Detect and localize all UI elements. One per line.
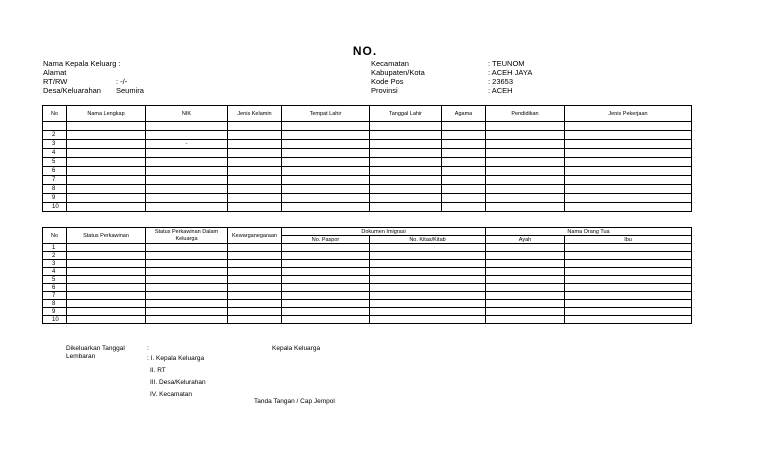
table-cell [146, 194, 228, 203]
table-cell [370, 122, 442, 131]
table-cell [282, 131, 370, 140]
table-cell [565, 122, 692, 131]
table-cell [67, 316, 146, 324]
row-number: 1 [43, 244, 67, 252]
table-row [43, 244, 692, 252]
table2-header-row-1 [43, 228, 692, 236]
table-cell [228, 131, 282, 140]
table-cell [486, 194, 565, 203]
table-cell [565, 158, 692, 167]
table-cell [67, 260, 146, 268]
table-cell [370, 131, 442, 140]
table-row [43, 203, 692, 212]
table-cell [370, 284, 486, 292]
table-cell [565, 167, 692, 176]
table-cell [486, 167, 565, 176]
table-cell [228, 252, 282, 260]
table-cell [486, 203, 565, 212]
table-cell [146, 284, 228, 292]
table-cell [565, 252, 692, 260]
table-cell [282, 268, 370, 276]
table-cell [486, 300, 565, 308]
table-cell [228, 167, 282, 176]
row-number: 5 [43, 276, 67, 284]
table-cell [67, 276, 146, 284]
table-row [43, 140, 692, 149]
kodepos-label: Kode Pos [371, 77, 404, 86]
table-row [43, 167, 692, 176]
table-cell [67, 292, 146, 300]
table-cell [67, 308, 146, 316]
table-cell [67, 185, 146, 194]
table-cell [282, 300, 370, 308]
table-cell [370, 260, 486, 268]
table-cell [282, 276, 370, 284]
table-cell [565, 140, 692, 149]
table-cell [146, 122, 228, 131]
table-row [43, 122, 692, 131]
row-number: 9 [43, 194, 67, 203]
table-row [43, 176, 692, 185]
table-cell [486, 276, 565, 284]
table-cell [228, 260, 282, 268]
table-cell [486, 268, 565, 276]
table-cell [282, 244, 370, 252]
header2-status-dalam-keluarga: Status Perkawinan Dalam Keluarga [146, 228, 228, 244]
table-cell [67, 244, 146, 252]
table-cell [370, 176, 442, 185]
table-cell [146, 308, 228, 316]
row-number: 2 [43, 131, 67, 140]
document-title: NO. [352, 44, 378, 58]
table-cell [282, 167, 370, 176]
table-row [43, 316, 692, 324]
table-cell [67, 300, 146, 308]
table-cell [282, 176, 370, 185]
table-cell [370, 149, 442, 158]
row-number: 8 [43, 185, 67, 194]
civil-status-table [42, 227, 692, 324]
table-cell [146, 260, 228, 268]
table-cell [228, 276, 282, 284]
table-row [43, 185, 692, 194]
table-cell [228, 149, 282, 158]
row-number: 3 [43, 140, 67, 149]
header-tanggal-lahir: Tanggal Lahir [370, 106, 442, 122]
table-cell [442, 185, 486, 194]
table-cell [486, 260, 565, 268]
table-cell [442, 140, 486, 149]
table-cell [67, 167, 146, 176]
table-cell [565, 131, 692, 140]
table-cell [486, 158, 565, 167]
table-cell [486, 149, 565, 158]
table-cell [282, 194, 370, 203]
row-number: 5 [43, 158, 67, 167]
kepala-keluarga-label: Kepala Keluarga [272, 345, 321, 352]
table-cell [67, 176, 146, 185]
table-cell [486, 308, 565, 316]
header-jenis-kelamin: Jenis Kelamin [228, 106, 282, 122]
header-agama: Agama [442, 106, 486, 122]
header2-no: No [43, 228, 67, 244]
table-cell [146, 131, 228, 140]
header-no: No [43, 106, 67, 122]
table-cell [486, 292, 565, 300]
table-cell [565, 260, 692, 268]
table-cell [228, 308, 282, 316]
header-pendidikan: Pendidikan [486, 106, 565, 122]
table-cell [565, 300, 692, 308]
nama-kepala-label: Nama Kepala Keluarg : [43, 59, 121, 68]
table-cell [146, 316, 228, 324]
table-cell [486, 131, 565, 140]
table1-header-row [43, 106, 692, 122]
table-cell [146, 167, 228, 176]
table-cell [486, 244, 565, 252]
table-cell [565, 176, 692, 185]
table-cell [282, 308, 370, 316]
table-cell [565, 203, 692, 212]
table-cell [370, 167, 442, 176]
table-cell [146, 176, 228, 185]
table-row [43, 158, 692, 167]
table-cell [486, 185, 565, 194]
table-cell [282, 140, 370, 149]
table-cell [146, 158, 228, 167]
table-cell [146, 185, 228, 194]
table-cell [282, 284, 370, 292]
table-cell [370, 140, 442, 149]
table-cell [442, 131, 486, 140]
table-cell [67, 140, 146, 149]
table-cell [228, 194, 282, 203]
table-cell [67, 252, 146, 260]
header2-no-paspor: No. Paspor [282, 236, 370, 244]
provinsi-value: : ACEH [488, 86, 513, 95]
row-number [43, 122, 67, 131]
header-nama-lengkap: Nama Lengkap [67, 106, 146, 122]
table-cell [67, 194, 146, 203]
table-cell [442, 167, 486, 176]
header-tempat-lahir: Tempat Lahir [282, 106, 370, 122]
table-cell [565, 268, 692, 276]
table-cell [486, 252, 565, 260]
lembaran-list [147, 353, 206, 401]
table-row [43, 149, 692, 158]
table-cell [282, 252, 370, 260]
table-cell [282, 185, 370, 194]
table-cell [565, 292, 692, 300]
row-number: 6 [43, 167, 67, 176]
family-members-table [42, 105, 692, 212]
table-cell [565, 308, 692, 316]
table-cell [67, 203, 146, 212]
table-cell [370, 194, 442, 203]
table-cell [146, 244, 228, 252]
row-number: 7 [43, 176, 67, 185]
table-cell [282, 292, 370, 300]
row-number: 10 [43, 203, 67, 212]
table-cell [146, 292, 228, 300]
right-info-block [371, 59, 532, 95]
table-cell [370, 316, 486, 324]
tanda-tangan-label: Tanda Tangan / Cap Jempol [254, 398, 335, 405]
row-number: 9 [43, 308, 67, 316]
table-cell [282, 122, 370, 131]
dikeluarkan-label: Dikeluarkan Tanggal [66, 345, 125, 352]
table-cell [282, 260, 370, 268]
table-cell [67, 122, 146, 131]
table-row [43, 276, 692, 284]
table-cell [67, 131, 146, 140]
table-cell [370, 292, 486, 300]
table-cell [442, 122, 486, 131]
row-number: 4 [43, 268, 67, 276]
table-cell [282, 316, 370, 324]
header2-status-perkawinan: Status Perkawinan [67, 228, 146, 244]
table-row [43, 308, 692, 316]
table-cell [565, 284, 692, 292]
dikeluarkan-colon: : [147, 345, 149, 352]
desa-value: Seumira [116, 86, 144, 95]
header2-ayah: Ayah [486, 236, 565, 244]
header-jenis-pekerjaan: Jenis Pekerjaan [565, 106, 692, 122]
table-cell [370, 185, 442, 194]
table-row [43, 194, 692, 203]
row-number: 8 [43, 300, 67, 308]
table-cell [370, 268, 486, 276]
header-nik: NIK [146, 106, 228, 122]
table-cell [442, 203, 486, 212]
kecamatan-label: Kecamatan [371, 59, 409, 68]
table-cell [282, 149, 370, 158]
table-cell [146, 149, 228, 158]
table-cell [228, 292, 282, 300]
table-row [43, 131, 692, 140]
table-cell [442, 194, 486, 203]
table-cell [228, 122, 282, 131]
row-number: 4 [43, 149, 67, 158]
header2-no-kitas: No. Kitas/Kitab [370, 236, 486, 244]
table-cell [565, 276, 692, 284]
lembar-item: III. Desa/Kelurahan [150, 379, 206, 386]
left-info-block [43, 59, 144, 95]
table-cell [228, 284, 282, 292]
table-cell [370, 252, 486, 260]
kabupaten-value: : ACEH JAYA [488, 68, 533, 77]
table-cell [486, 122, 565, 131]
kabupaten-label: Kabupaten/Kota [371, 68, 425, 77]
alamat-label: Alamat [43, 68, 67, 77]
table-cell [370, 308, 486, 316]
header2-dokumen-imigrasi: Dokumen Imigrasi [282, 228, 486, 236]
table-cell [370, 300, 486, 308]
desa-label: Desa/Keluarahan [43, 86, 101, 95]
lembar-item: IV. Kecamatan [150, 391, 193, 398]
table-row [43, 300, 692, 308]
table-cell [370, 244, 486, 252]
table-row [43, 252, 692, 260]
table-cell [228, 316, 282, 324]
table-cell [146, 252, 228, 260]
table-cell [67, 268, 146, 276]
table-cell [442, 176, 486, 185]
table-cell [228, 140, 282, 149]
table-cell [565, 194, 692, 203]
table-cell [67, 158, 146, 167]
table-row [43, 260, 692, 268]
table-cell [67, 284, 146, 292]
table-cell [442, 158, 486, 167]
table-cell [565, 185, 692, 194]
table-cell [486, 176, 565, 185]
table-cell [146, 268, 228, 276]
table-cell [565, 149, 692, 158]
rtrw-label: RT/RW [43, 77, 68, 86]
table-row [43, 292, 692, 300]
table-cell [228, 158, 282, 167]
row-number: 3 [43, 260, 67, 268]
table-cell [228, 176, 282, 185]
table-cell [146, 300, 228, 308]
rtrw-value: : -/- [116, 77, 128, 86]
row-number: 10 [43, 316, 67, 324]
table-row [43, 268, 692, 276]
header2-nama-orang-tua: Nama Orang Tua [486, 228, 692, 236]
lembar-item: : I. Kepala Keluarga [147, 355, 205, 362]
kodepos-value: : 23653 [488, 77, 514, 86]
table-cell [146, 203, 228, 212]
table-cell [370, 203, 442, 212]
table-cell [486, 284, 565, 292]
table-cell [282, 158, 370, 167]
table-cell [228, 244, 282, 252]
table-row [43, 284, 692, 292]
provinsi-label: Provinsi [371, 86, 398, 95]
kecamatan-value: : TEUNOM [488, 59, 525, 68]
row-number: 6 [43, 284, 67, 292]
header2-kewarganegaraan: Kewarganegaraan [228, 228, 282, 244]
table-cell [486, 140, 565, 149]
table-cell [486, 316, 565, 324]
lembaran-label: Lembaran [66, 353, 96, 360]
table-cell [370, 158, 442, 167]
table-cell [565, 316, 692, 324]
row-number: 7 [43, 292, 67, 300]
table-cell [370, 276, 486, 284]
table-cell [67, 149, 146, 158]
header2-ibu: Ibu [565, 236, 692, 244]
table-cell [228, 300, 282, 308]
table-cell [442, 149, 486, 158]
table-cell [228, 203, 282, 212]
table-cell [565, 244, 692, 252]
lembar-item: II. RT [150, 367, 166, 374]
table-cell [228, 185, 282, 194]
table-cell [228, 268, 282, 276]
row-number: 2 [43, 252, 67, 260]
table-cell [282, 203, 370, 212]
table-cell [146, 276, 228, 284]
nik-cell: - [146, 140, 228, 149]
